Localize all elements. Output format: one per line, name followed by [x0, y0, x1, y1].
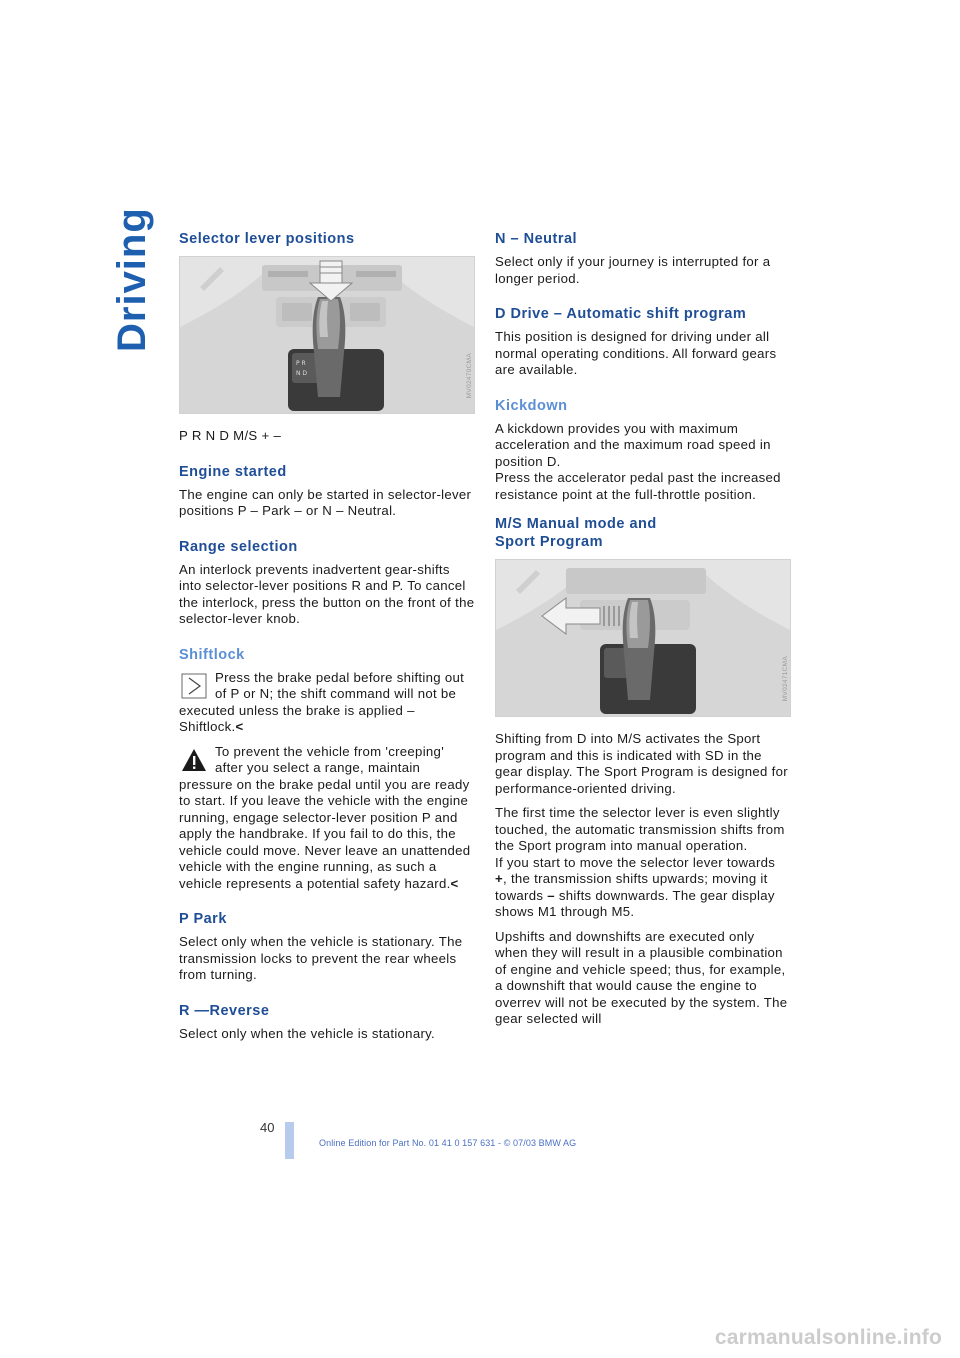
gear-positions-text: P R N D M/S + – [179, 428, 282, 443]
plausibility-text: Upshifts and downshifts are executed only when they will result in a plausible combination of engine and vehicle speed; thus, for example, a downshift that would cause the engine to overrev will not be executed by the system. The gear selected will [495, 928, 788, 1026]
d-drive-text: This position is designed for driving under all normal operating conditions. All forward gears are available. [495, 329, 777, 377]
kickdown-text-1: A kickdown provides you with maximum acceleration and the maximum road speed in position D. [495, 420, 771, 469]
figure-manual-mode [495, 559, 791, 717]
heading-ms-line-2: Sport Program [495, 534, 604, 550]
manual-mode-illustration [496, 560, 790, 716]
heading-ms-manual-mode [495, 515, 791, 551]
note-icon [181, 673, 207, 699]
svg-text:N D: N D [296, 370, 308, 377]
minus-symbol: – [547, 887, 555, 903]
chapter-title: Driving [110, 207, 154, 352]
page-marker-bar [285, 1122, 294, 1159]
heading-kickdown: Kickdown [495, 397, 568, 414]
warning-text: To prevent the vehicle from 'creeping' after you select a range, maintain pressure on the brake pedal until you are ready to start. If you leave the vehicle with the engine running, engage selector-lever position P and apply the handbrake. If you fail to do this, the vehicle could move. Never leave an unattended vehicle with the engine running, as such a vehicle represents a potential safety hazard. [179, 743, 471, 891]
sport-program-text: Shifting from D into M/S activates the Sport program and this is indicated with SD in the gear display. The Sport Program is designed for performance-oriented driving. [495, 731, 788, 796]
manual-operation-text: The first time the selector lever is even slightly touched, the automatic transmission shifts from the Sport program into manual operation. [495, 805, 785, 853]
kickdown-text-2: Press the accelerator pedal past the increased resistance point at the full-throttle position. [495, 470, 781, 502]
heading-n-neutral: N – Neutral [495, 231, 578, 247]
footer-text: Online Edition for Part No. 01 41 0 157 631 - © 07/03 BMW AG [319, 1138, 577, 1148]
watermark: carmanualsonline.info [714, 1326, 942, 1349]
figure-code: MV02470CMA [466, 353, 473, 399]
note-box [179, 670, 475, 736]
heading-p-park: P Park [179, 911, 227, 927]
heading-shiftlock: Shiftlock [179, 646, 245, 663]
warning-icon [181, 747, 207, 773]
p-park-text: Select only when the vehicle is stationary. The transmission locks to prevent the rear wheels from turning. [179, 934, 463, 982]
end-mark: < [450, 875, 459, 891]
right-column [495, 230, 791, 1036]
svg-text:P R: P R [296, 360, 306, 367]
heading-ms-line-1: M/S Manual mode and [495, 516, 657, 532]
end-mark: < [235, 719, 244, 734]
shift-direction-text: If you start to move the selector lever towards +, the transmission shifts upwards; moving it towards – shifts downwards. The gear display shows M1 through M5. [495, 854, 776, 919]
note-text: Press the brake pedal before shifting out of P or N; the shift command will not be executed unless the brake is applied – Shiftlock. [179, 669, 465, 734]
range-selection-text: An interlock prevents inadvertent gear-shifts into selector-lever positions R and P. To cancel the interlock, press the button on the front of the selector-lever knob. [179, 561, 475, 626]
selector-lever-illustration [180, 257, 474, 413]
engine-started-text: The engine can only be started in selector-lever positions P – Park – or N – Neutral. [179, 486, 472, 518]
n-neutral-text: Select only if your journey is interrupted for a longer period. [495, 254, 771, 286]
heading-d-drive: D Drive – Automatic shift program [495, 306, 747, 322]
heading-selector-lever-positions: Selector lever positions [179, 231, 355, 247]
heading-range-selection: Range selection [179, 538, 298, 555]
warning-box [179, 744, 475, 893]
heading-r-reverse: R —Reverse [179, 1002, 270, 1019]
page-number: 40 [260, 1120, 275, 1135]
r-reverse-text: Select only when the vehicle is stationary. [179, 1025, 436, 1041]
plus-symbol: + [495, 871, 504, 886]
figure-code: MV02471CMA [782, 656, 789, 702]
figure-selector-lever [179, 256, 475, 414]
left-column [179, 230, 475, 1050]
heading-engine-started: Engine started [179, 463, 287, 480]
